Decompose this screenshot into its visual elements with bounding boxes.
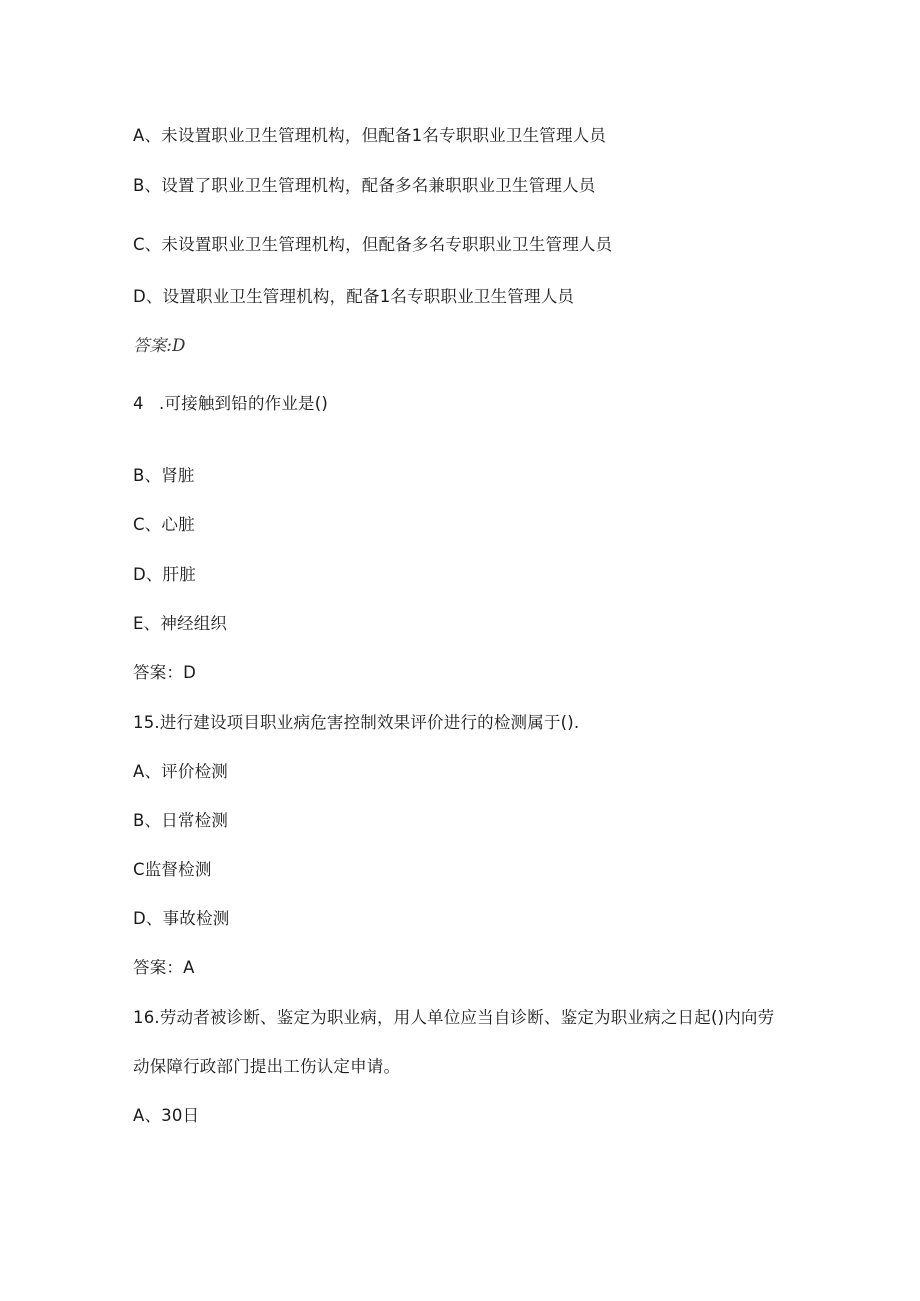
question-16-line2: 动保障行政部门提出工伤认定申请。 xyxy=(133,1057,401,1076)
option-q3-d: D、设置职业卫生管理机构，配备1名专职职业卫生管理人员 xyxy=(133,287,575,306)
option-q14-b: B、肾脏 xyxy=(133,466,195,485)
question-14-number: 4 xyxy=(133,394,144,413)
option-q15-d: D、事故检测 xyxy=(133,909,230,928)
option-q14-c: C、心脏 xyxy=(133,515,195,534)
question-14 xyxy=(133,394,328,414)
question-14-text: .可接触到铅的作业是() xyxy=(159,394,329,413)
option-q3-a: A、未设置职业卫生管理机构，但配备1名专职职业卫生管理人员 xyxy=(133,126,607,145)
option-q3-b: B、设置了职业卫生管理机构，配备多名兼职职业卫生管理人员 xyxy=(133,176,596,195)
answer-q14: 答案：D xyxy=(133,663,197,682)
option-q15-b: B、日常检测 xyxy=(133,811,229,830)
option-q14-d: D、肝脏 xyxy=(133,565,197,584)
option-q14-e: E、神经组织 xyxy=(133,614,228,633)
option-q3-c: C、未设置职业卫生管理机构，但配备多名专职职业卫生管理人员 xyxy=(133,235,613,254)
question-16-line1: 16.劳动者被诊断、鉴定为职业病，用人单位应当自诊断、鉴定为职业病之日起()内向劳 xyxy=(133,1008,775,1027)
option-q15-c: C监督检测 xyxy=(133,860,212,879)
question-15: 15.进行建设项目职业病危害控制效果评价进行的检测属于(). xyxy=(133,713,580,732)
option-q15-a: A、评价检测 xyxy=(133,762,228,781)
option-q16-a: A、30日 xyxy=(133,1106,200,1125)
answer-q15: 答案：A xyxy=(133,958,195,977)
answer-q3: 答案:D xyxy=(133,336,186,355)
